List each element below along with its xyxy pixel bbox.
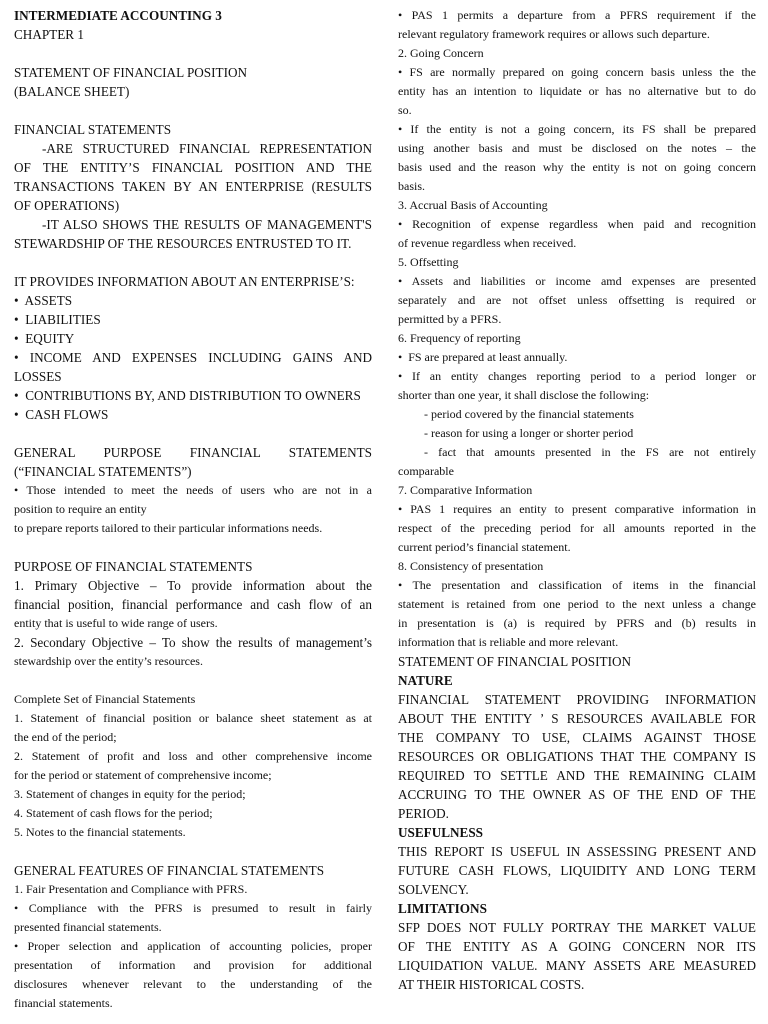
- blank-line: [14, 671, 372, 690]
- text-line: disclosures whenever relevant to the understanding of the: [14, 977, 372, 991]
- text-line: PURPOSE OF FINANCIAL STATEMENTS: [14, 559, 253, 574]
- text-line: STEWARDSHIP OF THE RESOURCES ENTRUSTED TO IT.: [14, 236, 352, 251]
- text-line: • EQUITY: [14, 331, 75, 346]
- text-line: • The presentation and classification of items in the financial: [398, 578, 756, 592]
- text-line: • Proper selection and application of accounting policies, proper: [14, 939, 372, 953]
- text-line: 2. Going Concern: [398, 46, 484, 60]
- text-line: 1. Statement of financial position or balance sheet statement as at: [14, 711, 372, 725]
- text-line: REQUIRED TO SETTLE AND THE REMAINING CLAIM: [398, 768, 756, 783]
- text-line: stewardship over the entity’s resources.: [14, 654, 203, 668]
- text-line: • LIABILITIES: [14, 312, 101, 327]
- text-line: • CONTRIBUTIONS BY, AND DISTRIBUTION TO OWNERS: [14, 388, 361, 403]
- text-line: LIMITATIONS: [398, 901, 487, 916]
- text-line: -ARE STRUCTURED FINANCIAL REPRESENTATION: [42, 141, 372, 156]
- blank-line: [14, 538, 372, 557]
- text-line: the end of the period;: [14, 730, 117, 744]
- text-line: financial statements.: [14, 996, 113, 1010]
- text-line: PERIOD.: [398, 806, 449, 821]
- text-line: 5. Notes to the financial statements.: [14, 825, 186, 839]
- text-line: presented financial statements.: [14, 920, 162, 934]
- text-line: 7. Comparative Information: [398, 483, 533, 497]
- text-line: 5. Offsetting: [398, 255, 459, 269]
- text-line: LIQUIDATION VALUE. MANY ASSETS ARE MEASURED: [398, 958, 756, 973]
- text-line: GENERAL FEATURES OF FINANCIAL STATEMENTS: [14, 863, 325, 878]
- text-line: FINANCIAL STATEMENT PROVIDING INFORMATION: [398, 692, 756, 707]
- blank-line: [14, 842, 372, 861]
- text-line: using another basis and must be disclosed on the notes – the: [398, 141, 756, 155]
- text-line: to prepare reports tailored to their particular informations needs.: [14, 521, 323, 535]
- text-line: • Recognition of expense regardless when paid and recognition: [398, 217, 756, 231]
- text-line: • PAS 1 requires an entity to present comparative information in: [398, 502, 756, 516]
- text-line: for the period or statement of comprehensive income;: [14, 768, 272, 782]
- text-line: (BALANCE SHEET): [14, 84, 130, 99]
- text-line: OF THE ENTITY AS A GOING CONCERN NOR ITS: [398, 939, 756, 954]
- text-line: ABOUT THE ENTITY ’ S RESOURCES AVAILABLE FOR: [398, 711, 756, 726]
- text-line: FUTURE CASH FLOWS, LIQUIDITY AND LONG TERM: [398, 863, 756, 878]
- text-line: - period covered by the financial statements: [424, 407, 634, 421]
- text-line: IT PROVIDES INFORMATION ABOUT AN ENTERPRISE’S:: [14, 274, 355, 289]
- text-line: position to require an entity: [14, 502, 147, 516]
- text-line: permitted by a PFRS.: [398, 312, 502, 326]
- text-line: comparable: [398, 464, 454, 478]
- text-line: OF THE ENTITY’S FINANCIAL POSITION AND THE: [14, 160, 372, 175]
- text-line: current period’s financial statement.: [398, 540, 571, 554]
- text-line: 3. Accrual Basis of Accounting: [398, 198, 548, 212]
- blank-line: [14, 44, 372, 63]
- text-line: ACCRUING TO THE OWNER AS OF THE END OF THE: [398, 787, 756, 802]
- text-line: respect of the preceding period for all amounts reported in the: [398, 521, 756, 535]
- text-line: GENERAL PURPOSE FINANCIAL STATEMENTS: [14, 445, 372, 460]
- text-line: TRANSACTIONS TAKEN BY AN ENTERPRISE (RESULTS: [14, 179, 372, 194]
- text-line: THIS REPORT IS USEFUL IN ASSESSING PRESENT AND: [398, 844, 756, 859]
- right-column: [398, 6, 756, 994]
- text-line: STATEMENT OF FINANCIAL POSITION: [398, 654, 632, 669]
- text-line: 4. Statement of cash flows for the period;: [14, 806, 213, 820]
- text-line: 6. Frequency of reporting: [398, 331, 521, 345]
- text-line: LOSSES: [14, 369, 62, 384]
- text-line: • If the entity is not a going concern, its FS shall be prepared: [398, 122, 756, 136]
- text-line: entity that is useful to wide range of users.: [14, 616, 218, 630]
- text-line: CHAPTER 1: [14, 27, 84, 42]
- text-line: • FS are prepared at least annually.: [398, 350, 568, 364]
- text-line: STATEMENT OF FINANCIAL POSITION: [14, 65, 248, 80]
- text-line: information that is reliable and more relevant.: [398, 635, 619, 649]
- text-line: INTERMEDIATE ACCOUNTING 3: [14, 8, 222, 23]
- text-line: separately and are not offset unless offsetting is required or: [398, 293, 756, 307]
- text-line: • PAS 1 permits a departure from a PFRS requirement if the: [398, 8, 756, 22]
- text-line: presentation of information and provision for additional: [14, 958, 372, 972]
- text-line: 3. Statement of changes in equity for the period;: [14, 787, 246, 801]
- text-line: relevant regulatory framework requires or allows such departure.: [398, 27, 710, 41]
- text-line: in presentation is (a) is required by PFRS and (b) results in: [398, 616, 756, 630]
- text-line: • INCOME AND EXPENSES INCLUDING GAINS AND: [14, 350, 372, 365]
- text-line: -IT ALSO SHOWS THE RESULTS OF MANAGEMENT'S: [42, 217, 372, 232]
- text-line: 2. Secondary Objective – To show the results of management’s: [14, 635, 372, 650]
- text-line: • FS are normally prepared on going concern basis unless the the: [398, 65, 756, 79]
- text-line: so.: [398, 103, 412, 117]
- text-line: • Assets and liabilities or income amd expenses are presented: [398, 274, 756, 288]
- text-line: • Compliance with the PFRS is presumed to result in fairly: [14, 901, 372, 915]
- text-line: basis used and the reason why the entity is not on going concern: [398, 160, 756, 174]
- text-line: OF OPERATIONS): [14, 198, 120, 213]
- blank-line: [14, 101, 372, 120]
- text-line: 2. Statement of profit and loss and other comprehensive income: [14, 749, 372, 763]
- text-line: • ASSETS: [14, 293, 73, 308]
- text-line: • If an entity changes reporting period to a period longer or: [398, 369, 756, 383]
- left-column: [14, 6, 372, 1013]
- text-line: statement is retained from one period to the next unless a change: [398, 597, 756, 611]
- text-line: basis.: [398, 179, 425, 193]
- text-line: 1. Fair Presentation and Compliance with PFRS.: [14, 882, 248, 896]
- text-line: THE COMPANY TO USE, CLAIMS AGAINST THOSE: [398, 730, 756, 745]
- text-line: 1. Primary Objective – To provide information about the: [14, 578, 372, 593]
- text-line: SFP DOES NOT FULLY PORTRAY THE MARKET VALUE: [398, 920, 756, 935]
- text-line: Complete Set of Financial Statements: [14, 692, 196, 706]
- blank-line: [14, 253, 372, 272]
- text-line: shorter than one year, it shall disclose the following:: [398, 388, 650, 402]
- text-line: • CASH FLOWS: [14, 407, 109, 422]
- text-line: financial position, financial performance and cash flow of an: [14, 597, 372, 612]
- text-line: SOLVENCY.: [398, 882, 469, 897]
- text-line: NATURE: [398, 673, 453, 688]
- text-line: 8. Consistency of presentation: [398, 559, 544, 573]
- text-line: of revenue regardless when received.: [398, 236, 577, 250]
- blank-line: [14, 424, 372, 443]
- text-line: • Those intended to meet the needs of users who are not in a: [14, 483, 372, 497]
- text-line: - reason for using a longer or shorter period: [424, 426, 634, 440]
- text-line: entity has an intention to liquidate or has no alternative but to do: [398, 84, 756, 98]
- text-line: RESOURCES OR OBLIGATIONS THAT THE COMPANY IS: [398, 749, 756, 764]
- text-line: FINANCIAL STATEMENTS: [14, 122, 172, 137]
- text-line: AT THEIR HISTORICAL COSTS.: [398, 977, 585, 992]
- text-line: USEFULNESS: [398, 825, 484, 840]
- text-line: - fact that amounts presented in the FS are not entirely: [424, 445, 756, 459]
- text-line: (“FINANCIAL STATEMENTS”): [14, 464, 192, 479]
